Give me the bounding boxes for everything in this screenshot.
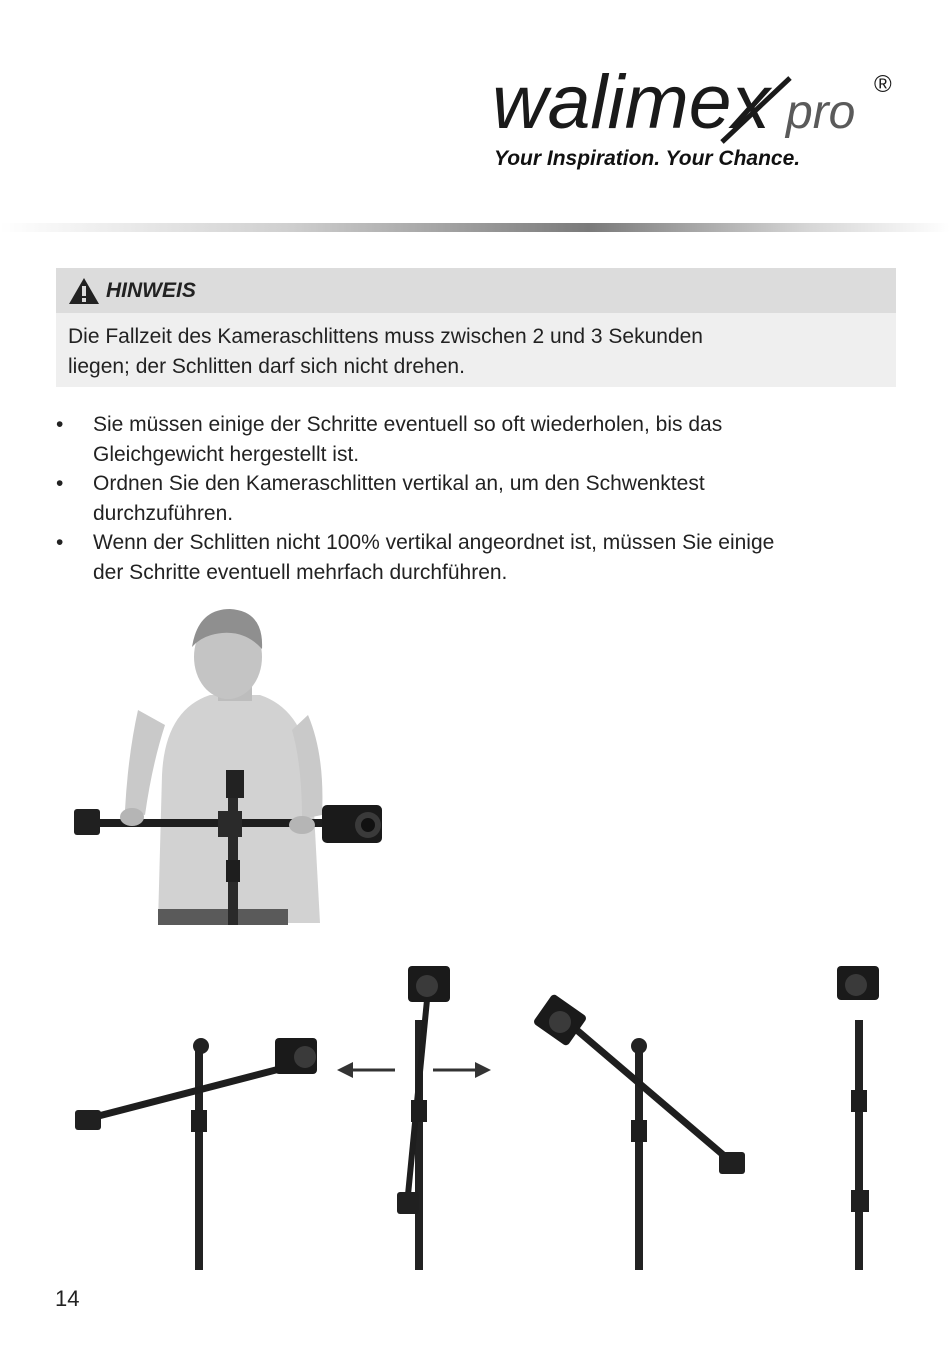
brand-tagline: Your Inspiration. Your Chance. bbox=[494, 147, 801, 170]
logo-pro: pro bbox=[786, 86, 856, 139]
logo-wordmark: walimex bbox=[492, 60, 774, 145]
sequence-step-2 bbox=[397, 966, 450, 1270]
warning-triangle-icon bbox=[68, 277, 100, 305]
bullet-mark: • bbox=[56, 472, 64, 495]
notice-text bbox=[56, 313, 896, 387]
photo-slider-sequence bbox=[55, 960, 905, 1270]
photo-man-holding-slider bbox=[70, 605, 390, 925]
list-item-line: Wenn der Schlitten nicht 100% vertikal angeordnet ist, müssen Sie einige bbox=[93, 531, 775, 554]
list-item-line: Ordnen Sie den Kameraschlitten vertikal an, um den Schwenktest bbox=[93, 472, 705, 495]
bullet-mark: • bbox=[56, 531, 64, 554]
arrow-left-icon bbox=[337, 1062, 395, 1078]
header-divider bbox=[0, 223, 950, 232]
instruction-list bbox=[56, 410, 906, 587]
notice-text-line: liegen; der Schlitten darf sich nicht drehen. bbox=[68, 355, 465, 378]
sequence-step-1 bbox=[75, 1038, 317, 1270]
page-number: 14 bbox=[55, 1286, 80, 1311]
notice-text-line: Die Fallzeit des Kameraschlittens muss zwischen 2 und 3 Sekunden bbox=[68, 325, 703, 348]
notice-box bbox=[56, 268, 896, 387]
notice-header bbox=[56, 268, 896, 313]
bullet-mark: • bbox=[56, 413, 64, 436]
sequence-step-3 bbox=[532, 993, 745, 1270]
list-item bbox=[56, 528, 906, 587]
list-item bbox=[56, 469, 906, 528]
list-item-line: der Schritte eventuell mehrfach durchführen. bbox=[93, 560, 508, 584]
arrow-right-icon bbox=[433, 1062, 491, 1078]
registered-mark: ® bbox=[874, 71, 892, 98]
list-item bbox=[56, 410, 906, 469]
notice-title: HINWEIS bbox=[106, 278, 196, 302]
list-item-line: Gleichgewicht hergestellt ist. bbox=[93, 442, 360, 466]
sequence-step-4 bbox=[837, 966, 879, 1270]
list-item-line: Sie müssen einige der Schritte eventuell so oft wiederholen, bis das bbox=[93, 413, 723, 436]
list-item-line: durchzuführen. bbox=[93, 501, 234, 525]
